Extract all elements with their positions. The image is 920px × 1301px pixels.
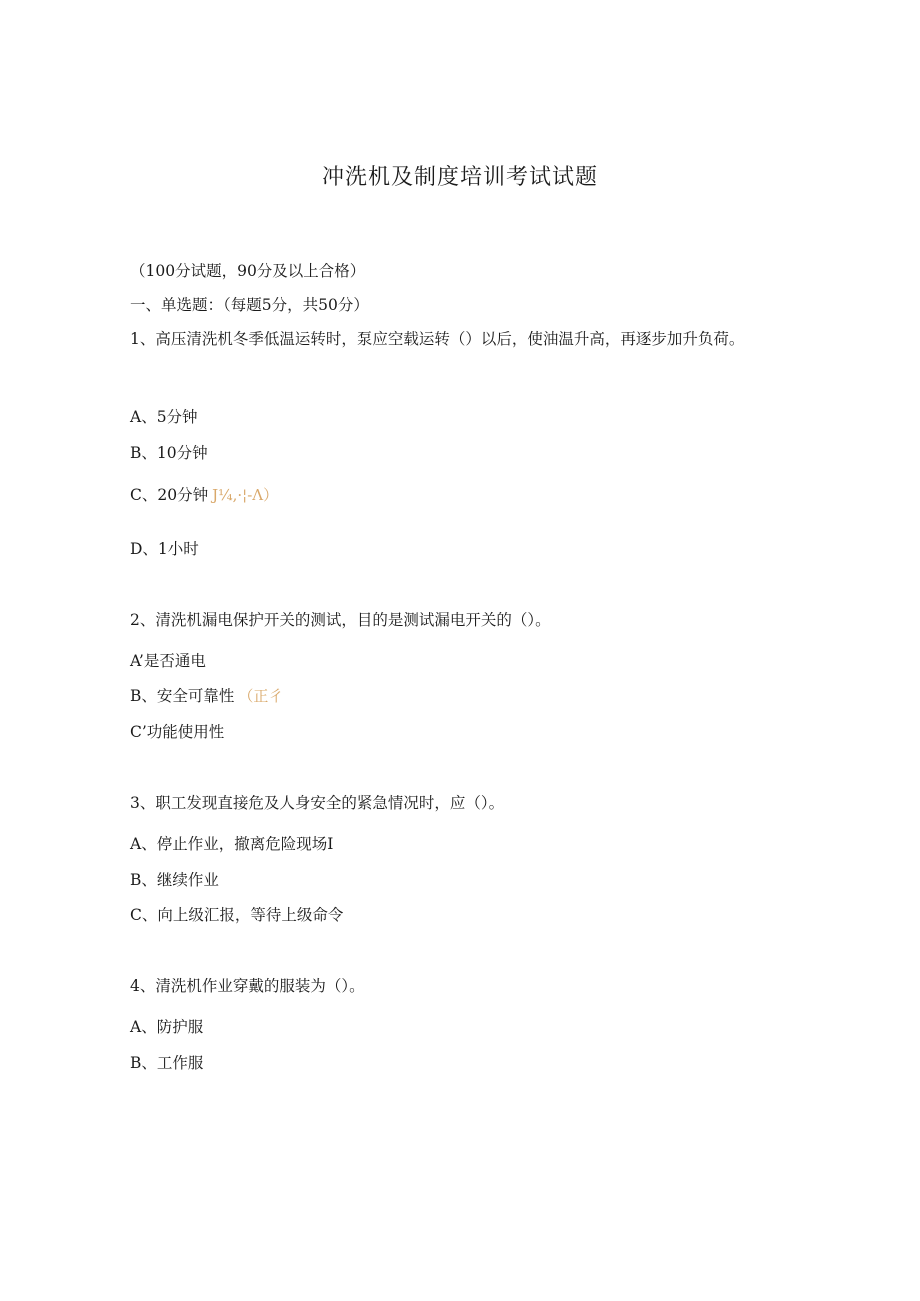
page-title: 冲洗机及制度培训考试试题 [321, 165, 598, 190]
option-text: C’功能使用性 [130, 723, 225, 741]
q3-option-c [130, 903, 343, 925]
option-text: B、10分钟 [130, 444, 208, 462]
option-text: A、停止作业，撤离危险现场I [130, 835, 334, 853]
q4-option-b [130, 1051, 203, 1073]
option-text: A、5分钟 [130, 408, 198, 426]
q4-option-a [130, 1015, 203, 1037]
option-text: A、防护服 [130, 1018, 204, 1036]
option-text: B、继续作业 [130, 871, 219, 889]
option-text: C、向上级汇报，等待上级命令 [130, 906, 344, 924]
q1-option-d [130, 537, 199, 559]
q2-option-c [130, 720, 224, 742]
question-1-stem: 1、高压清洗机冬季低温运转时，泵应空载运转（）以后，使油温升高，再逐步加升负荷。 [130, 330, 745, 348]
q2-option-b [130, 684, 283, 706]
q1-option-a [130, 405, 198, 427]
section-heading: 一、单选题：（每题5分，共50分） [130, 296, 369, 314]
option-text: A’是否通电 [130, 652, 206, 670]
handwritten-annotation: J¼,·¦-Λ） [212, 486, 279, 504]
option-text: D、1小时 [130, 540, 199, 558]
option-text: B、安全可靠性 [130, 687, 235, 705]
q1-option-c [130, 483, 278, 505]
q2-option-a [130, 649, 206, 671]
option-text: B、工作服 [130, 1054, 204, 1072]
option-text: C、20分钟 [130, 486, 209, 504]
q3-option-a [130, 832, 333, 854]
question-2-stem: 2、清洗机漏电保护开关的测试，目的是测试漏电开关的（）。 [130, 611, 551, 629]
q3-option-b [130, 868, 219, 890]
question-3-stem: 3、职工发现直接危及人身安全的紧急情况时，应（）。 [130, 794, 505, 812]
q1-option-b [130, 441, 208, 463]
handwritten-annotation: （正彳 [238, 687, 284, 705]
question-4-stem: 4、清洗机作业穿戴的服装为（）。 [130, 977, 365, 995]
intro-text: （100分试题，90分及以上合格） [130, 262, 366, 280]
